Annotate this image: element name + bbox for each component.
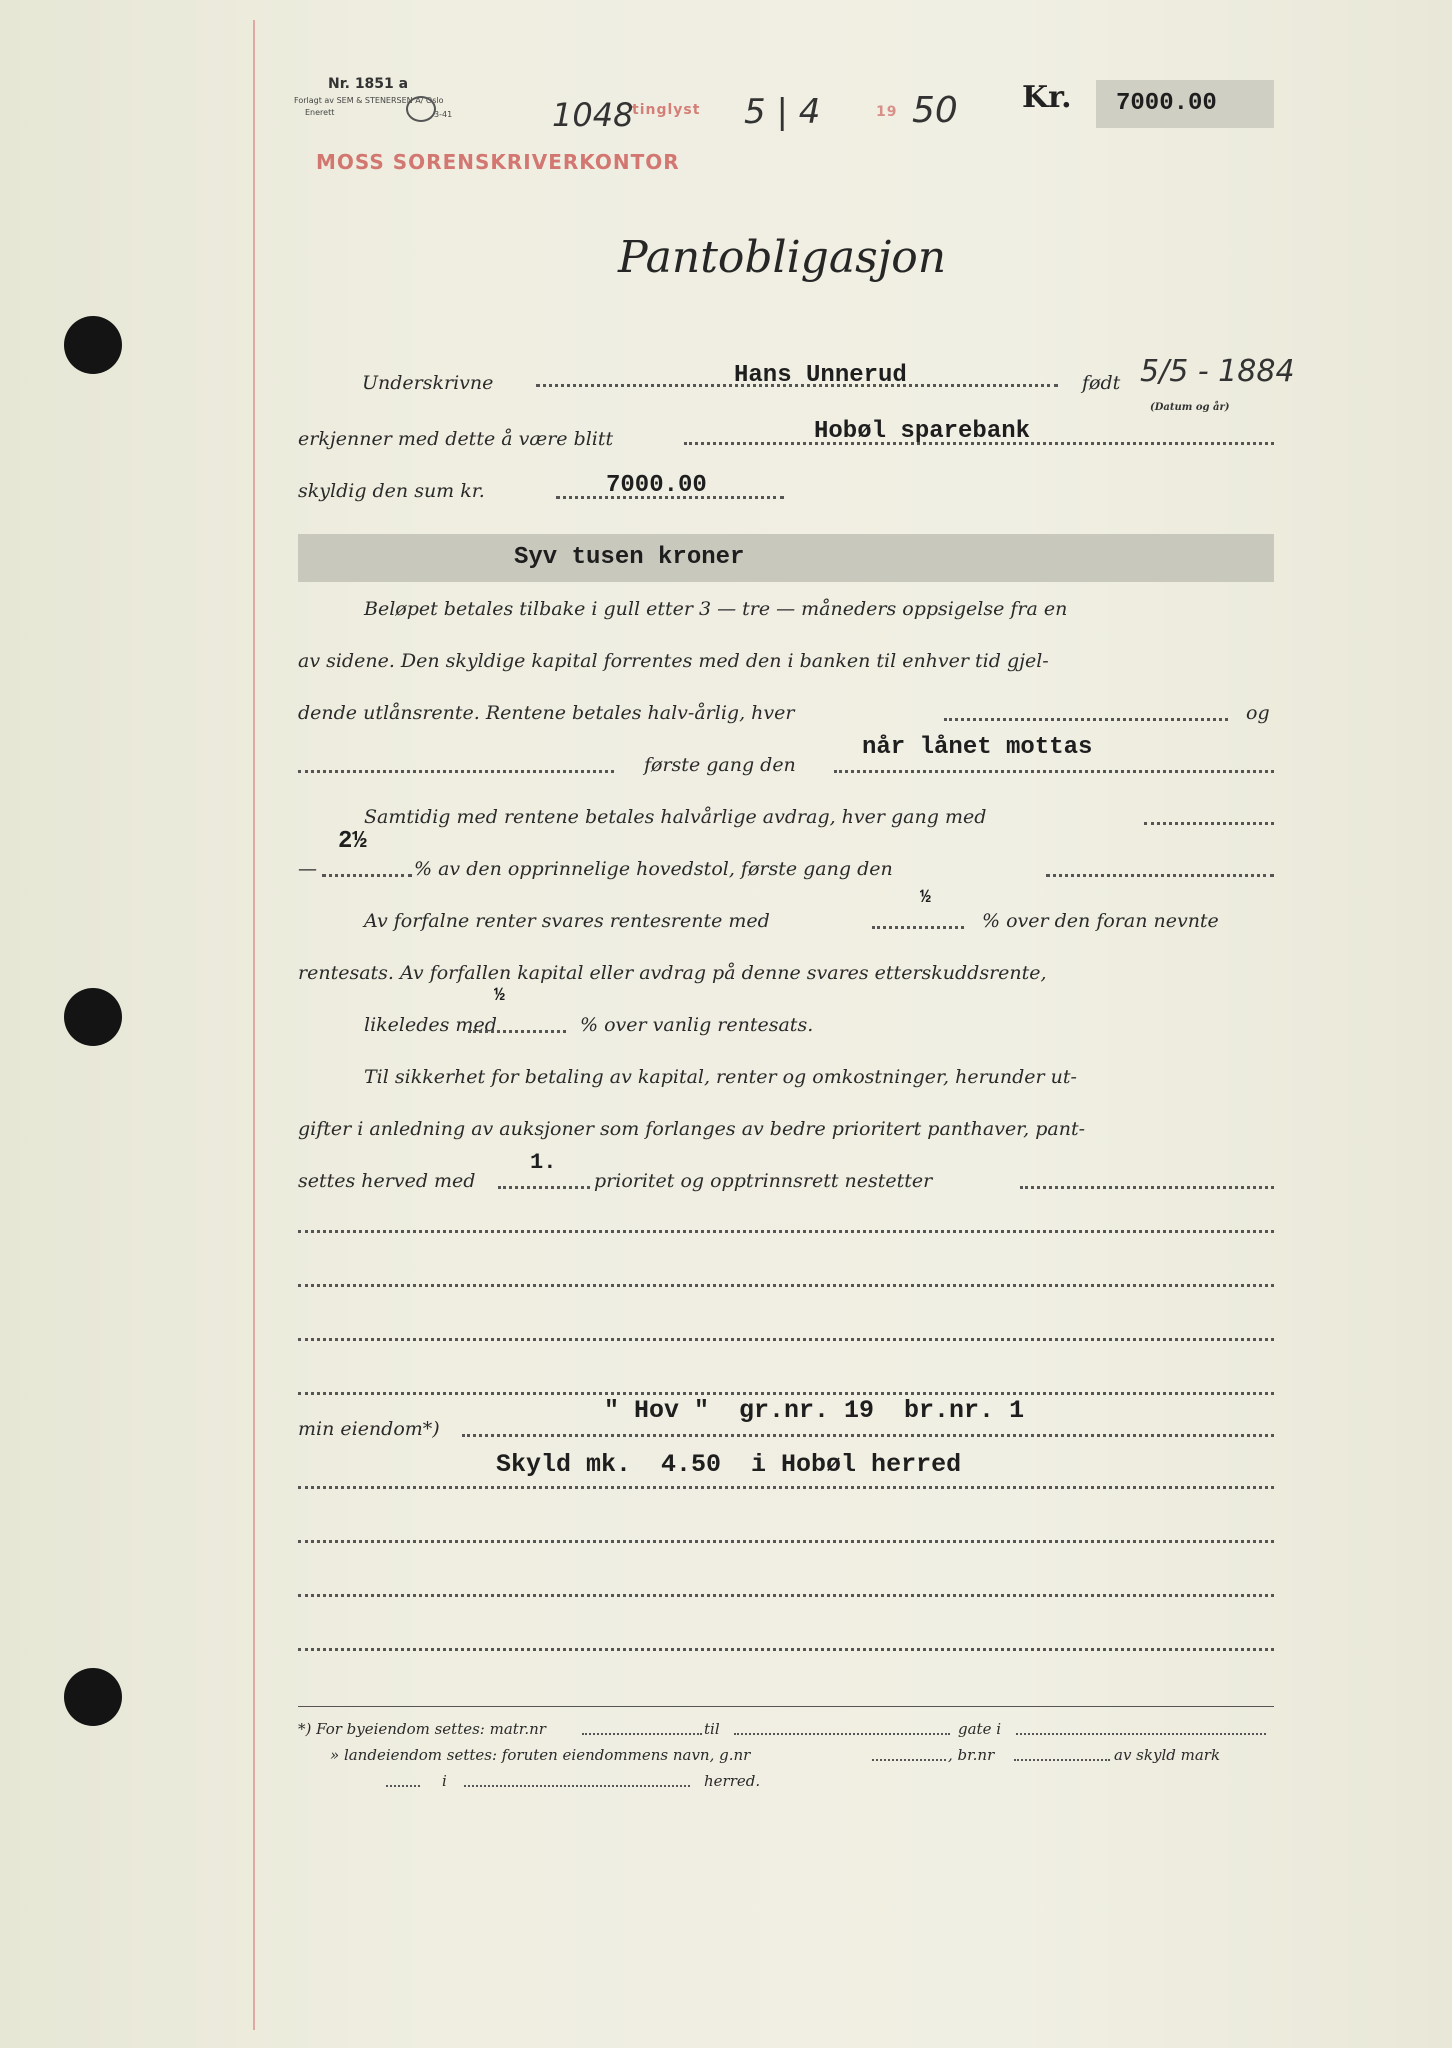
- dotted-line: [298, 1648, 1274, 1651]
- dotted-line: [872, 926, 964, 929]
- dash: —: [298, 858, 317, 880]
- publisher-enerett: Enerett: [305, 108, 335, 117]
- underskrivne-label: Underskrivne: [362, 372, 494, 394]
- dotted-line: [582, 1733, 702, 1735]
- dotted-line: [468, 1030, 566, 1033]
- body-line: gifter i anledning av auksjoner som forlanges av bedre prioritert panthaver, pant-: [298, 1118, 1086, 1140]
- dotted-line: [1014, 1759, 1110, 1761]
- dotted-line: [834, 770, 1274, 773]
- punch-hole: [64, 316, 122, 374]
- etterskudd-value: ½: [494, 986, 505, 1006]
- footnote-line: herred.: [704, 1772, 761, 1790]
- dotted-line: [298, 1230, 1274, 1233]
- body-line: av sidene. Den skyldige kapital forrentes med den i banken til enhver tid gjel-: [298, 650, 1049, 672]
- document-title: Pantobligasjon: [618, 232, 947, 283]
- footnote-line: *) For byeiendom settes: matr.nr: [298, 1720, 546, 1738]
- body-line: % over den foran nevnte: [982, 910, 1219, 932]
- punch-hole: [64, 988, 122, 1046]
- dotted-line: [298, 1486, 1274, 1489]
- dotted-line: [298, 770, 614, 773]
- dotted-line: [298, 1284, 1274, 1287]
- body-line: Til sikkerhet for betaling av kapital, renter og omkostninger, herunder ut-: [364, 1066, 1077, 1088]
- forste-gang-label: første gang den: [644, 754, 796, 776]
- dotted-line: [298, 1540, 1274, 1543]
- year-prefix: 19: [876, 104, 898, 120]
- dotted-line: [1046, 874, 1274, 877]
- property-line: " Hov " gr.nr. 19 br.nr. 1: [604, 1396, 1025, 1425]
- kr-amount: 7000.00: [1116, 90, 1217, 117]
- sum-words-band: [298, 534, 1274, 582]
- handwritten-date: 5 | 4: [744, 92, 821, 132]
- dotted-line: [1144, 822, 1274, 825]
- signer-name: Hans Unnerud: [734, 362, 907, 389]
- handwritten-year: 50: [912, 90, 958, 131]
- prioritet-value: 1.: [530, 1150, 557, 1175]
- punch-hole: [64, 1668, 122, 1726]
- body-line: % av den opprinnelige hovedstol, første gang den: [414, 858, 893, 880]
- body-line: Samtidig med rentene betales halvårlige avdrag, hver gang med: [364, 806, 987, 828]
- footnote-line: gate i: [958, 1720, 1002, 1738]
- dotted-line: [322, 874, 412, 877]
- moss-stamp: MOSS SORENSKRIVERKONTOR: [316, 150, 680, 174]
- birth-date: 5/5 - 1884: [1140, 354, 1295, 389]
- body-line: rentesats. Av forfallen kapital eller avdrag på denne svares etterskuddsrente,: [298, 962, 1047, 984]
- publisher-date: 3-41: [434, 110, 453, 119]
- publisher-line: Forlagt av SEM & STENERSEN A/ Oslo: [294, 96, 444, 105]
- eiendom-label: min eiendom*): [298, 1418, 440, 1440]
- creditor: Hobøl sparebank: [814, 418, 1031, 445]
- footnote-line: » landeiendom settes: foruten eiendommens navn, g.nr: [330, 1746, 751, 1764]
- body-line: dende utlånsrente. Rentene betales halv-årlig, hver: [298, 702, 795, 724]
- datum-label: (Datum og år): [1150, 402, 1230, 413]
- dotted-line: [1020, 1186, 1274, 1189]
- dotted-line: [298, 1338, 1274, 1341]
- erkjenner-label: erkjenner med dette å være blitt: [298, 428, 614, 450]
- dotted-line: [386, 1785, 420, 1787]
- margin-line: [253, 20, 255, 2030]
- body-line: Beløpet betales tilbake i gull etter 3 — tre — måneders oppsigelse fra en: [364, 598, 1068, 620]
- property-line: Skyld mk. 4.50 i Hobøl herred: [496, 1450, 962, 1479]
- body-line: Av forfalne renter svares rentesrente med: [364, 910, 770, 932]
- dotted-line: [944, 718, 1228, 721]
- sum-in-words: Syv tusen kroner: [514, 544, 745, 571]
- body-line: prioritet og opptrinnsrett nestetter: [594, 1170, 933, 1192]
- publisher-logo-icon: [406, 96, 436, 122]
- dotted-line: [462, 1434, 1274, 1437]
- footnote-line: , br.nr: [948, 1746, 995, 1764]
- tinglyst-stamp-label: tinglyst: [632, 102, 701, 118]
- avdrag-value: 2½: [338, 828, 367, 855]
- body-line: settes herved med: [298, 1170, 476, 1192]
- handwritten-reference: 1048: [552, 96, 634, 134]
- dotted-line: [498, 1186, 590, 1189]
- body-line: likeledes med: [364, 1014, 497, 1036]
- dotted-line: [298, 1392, 1274, 1395]
- dotted-line: [872, 1759, 946, 1761]
- body-line: % over vanlig rentesats.: [580, 1014, 814, 1036]
- footnote-line: av skyld mark: [1114, 1746, 1221, 1764]
- dotted-line: [1016, 1733, 1266, 1735]
- forste-gang-value: når lånet mottas: [862, 734, 1093, 761]
- skyldig-label: skyldig den sum kr.: [298, 480, 485, 502]
- fodt-label: født: [1082, 372, 1121, 394]
- footnote-line: i: [442, 1772, 447, 1790]
- kr-label: Kr.: [1022, 80, 1072, 115]
- dotted-line: [298, 1594, 1274, 1597]
- dotted-line: [464, 1785, 690, 1787]
- rentesrente-value: ½: [920, 888, 931, 908]
- footnote-rule: [298, 1706, 1274, 1707]
- body-line-end: og: [1246, 702, 1270, 724]
- dotted-line: [734, 1733, 950, 1735]
- sum-amount: 7000.00: [606, 472, 707, 499]
- footnote-line: til: [704, 1720, 720, 1738]
- form-number: Nr. 1851 a: [328, 76, 409, 92]
